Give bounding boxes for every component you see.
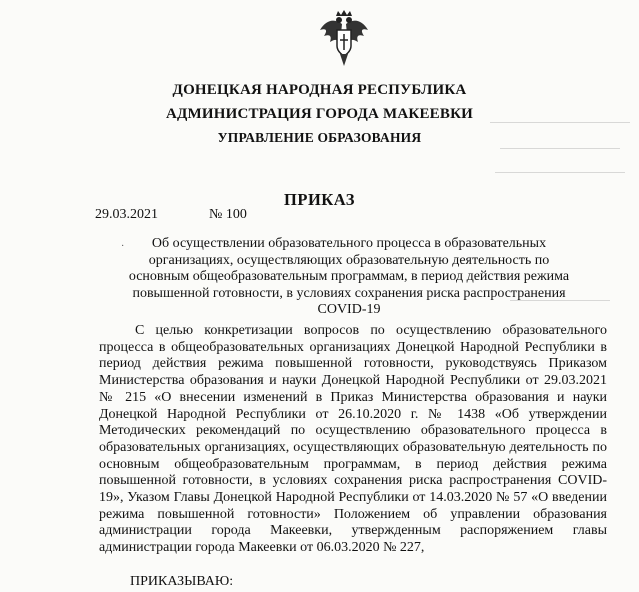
department-header: УПРАВЛЕНИЕ ОБРАЗОВАНИЯ bbox=[217, 130, 422, 145]
order-word: ПРИКАЗЫВАЮ: bbox=[130, 574, 234, 589]
document-number: № 100 bbox=[209, 207, 247, 222]
document-title: ПРИКАЗ bbox=[284, 190, 355, 209]
document-body: С целью конкретизации вопросов по осуществлению образовательного процесса в общеобразовательных организациях Донецкой Народной Республики в период действия режима повышенной готовности, руководствуясь Приказом Министерства образования и науки Донецкой Народной Республики от 29.03.2021 № 215 «О внесении изменений в Приказ Министерства образования и науки Донецкой Народной Республики от 26.10.2020 г. № 1438 «Об утверждении Методических рекомендаций по осуществлению образовательного процесса в образовательных организациях, осуществляющих образовательную деятельность по основным общеобразовательным программам, в период действия режима повышенной готовности, в условиях сохранения риска распространения COVID-19», Указом Главы Донецкой Народной Республики от 14.03.2020 № 57 «О введении режима повышенной готовности» Положением об управлении образования администрации города Макеевки, утвержденным распоряжением главы администрации города Макеевки от 06.03.2020 № 227, bbox=[99, 323, 607, 556]
document-date: 29.03.2021 bbox=[95, 207, 158, 222]
document-subject: Об осуществлении образовательного процесса в образовательных организациях, осуществляющих образовательную деятельность по основным общеобразовательным программам, в период действия режима повышенной готовности, в условиях сохранения риска распространения COVID-19 bbox=[128, 236, 570, 317]
dot-mark: · bbox=[121, 241, 125, 252]
republic-header: ДОНЕЦКАЯ НАРОДНАЯ РЕСПУБЛИКА bbox=[172, 82, 467, 98]
administration-header: АДМИНИСТРАЦИЯ ГОРОДА МАКЕЕВКИ bbox=[165, 106, 474, 122]
coat-of-arms-icon bbox=[318, 8, 370, 68]
